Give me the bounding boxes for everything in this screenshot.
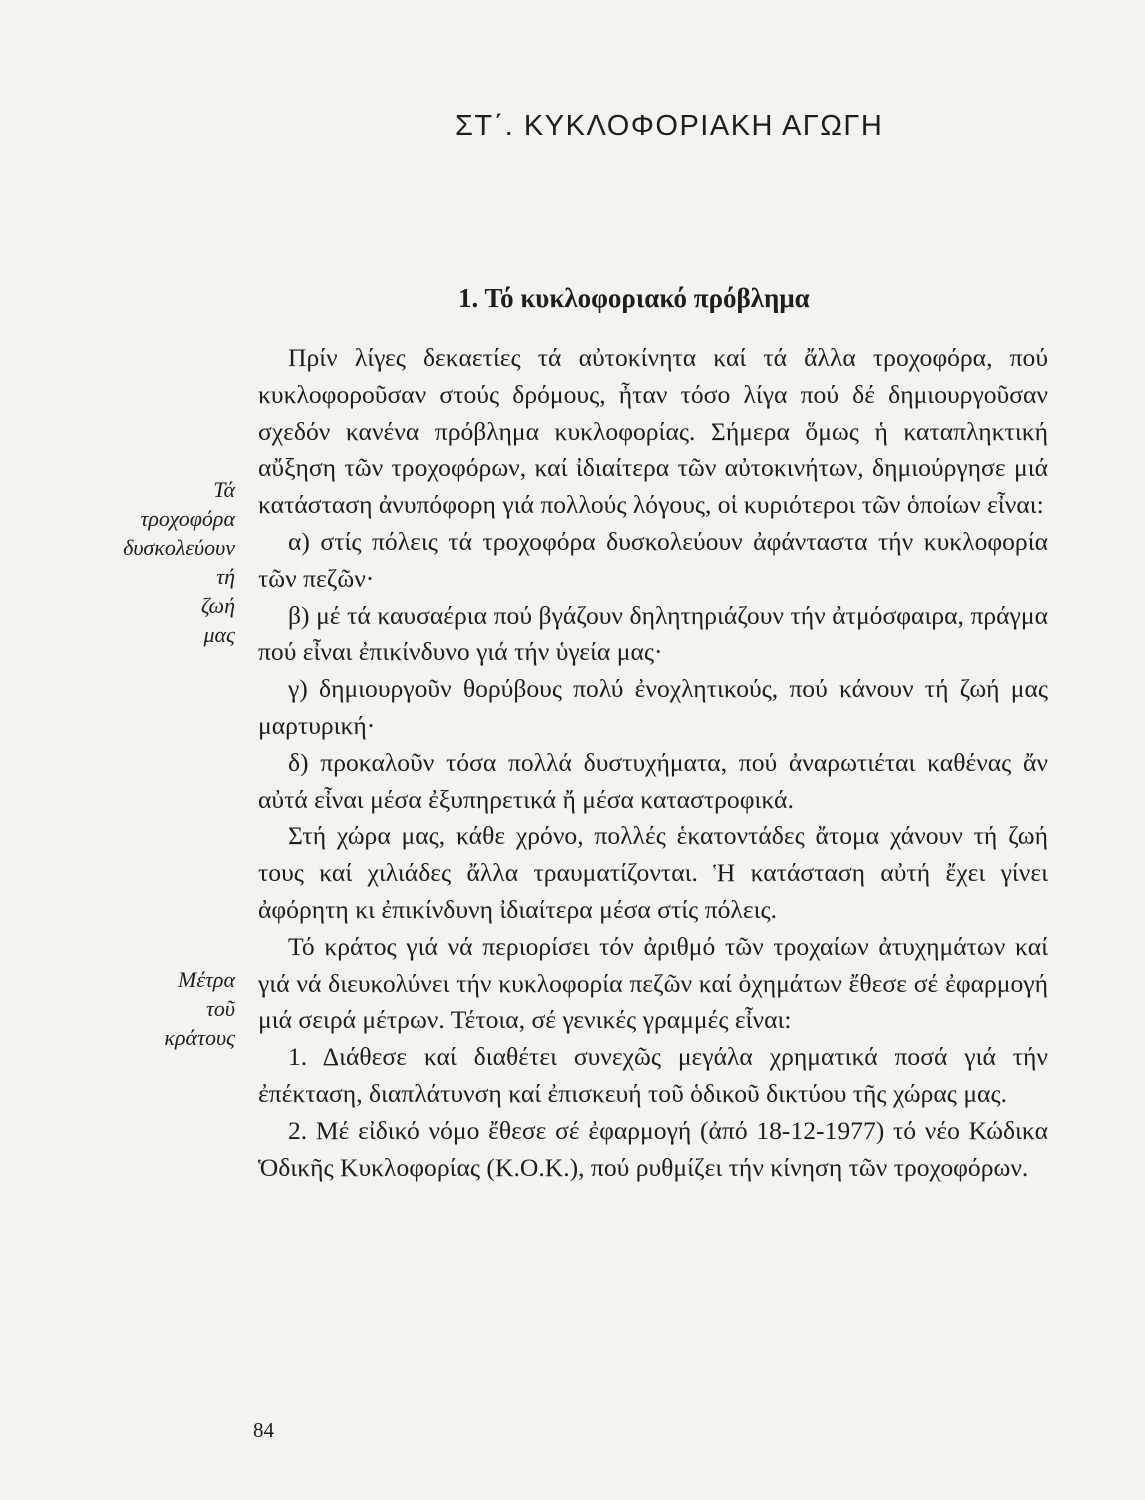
margin-note-line: τή [216,564,235,589]
chapter-title: ΣΤ΄. ΚΥΚΛΟΦΟΡΙΑΚΗ ΑΓΩΓΗ [455,110,884,142]
body-text [258,340,1048,1186]
margin-note-line: μας [203,622,235,647]
list-item-b: β) μέ τά καυσαέρια πού βγάζουν δηλητηριάζουν τήν ἀτμόσφαιρα, πράγμα πού εἶναι ἐπικίνδυνο γιά τήν ὑγεία μας· [258,600,1048,667]
margin-note-line: κράτους [164,1025,235,1050]
list-item-d: δ) προκαλοῦν τόσα πολλά δυστυχήματα, πού ἀναρωτιέται καθένας ἄν αὐτά εἶναι μέσα ἐξυπηρετικά ἤ μέσα καταστροφικά. [258,747,1048,814]
list-item-1: 1. Διάθεσε καί διαθέτει συνεχῶς μεγάλα χρηματικά ποσά γιά τήν ἐπέκταση, διαπλάτυνση καί ἐπισκευή τοῦ ὁδικοῦ δικτύου τῆς χώρας μας. [258,1042,1048,1108]
margin-note-vehicles [85,475,235,649]
margin-note-line: τοῦ [206,996,235,1021]
margin-note-state-measures [85,965,235,1052]
list-item-a: α) στίς πόλεις τά τροχοφόρα δυσκολεύουν ἀφάνταστα τήν κυκλοφορία τῶν πεζῶν· [258,526,1048,593]
list-item-2: 2. Μέ εἰδικό νόμο ἔθεσε σέ ἐφαρμογή (ἀπό 18-12-1977) τό νέο Κώδικα Ὁδικῆς Κυκλοφορίας (Κ.Ο.Κ.), πού ρυθμίζει τήν κίνηση τῶν τροχοφόρων. [258,1115,1048,1182]
page-number: 84 [253,1418,274,1442]
margin-note-line: Μέτρα [178,967,235,992]
list-item-c: γ) δημιουργοῦν θορύβους πολύ ἐνοχλητικούς, πού κάνουν τή ζωή μας μαρτυρική· [258,674,1048,740]
margin-note-line: τροχοφόρα [140,506,235,531]
margin-note-line: ζωή [200,593,235,618]
section-title: 1. Τό κυκλοφοριακό πρόβλημα [458,283,810,313]
margin-note-line: δυσκολεύουν [123,535,235,560]
margin-note-line: Τά [213,477,235,502]
paragraph-casualties: Στή χώρα μας, κάθε χρόνο, πολλές ἑκατοντάδες ἄτομα χάνουν τή ζωή τους καί χιλιάδες ἄλλα τραυματίζονται. Ἡ κατάσταση αὐτή ἔχει γίνει ἀφόρητη κι ἐπικίνδυνη ἰδιαίτερα μέσα στίς πόλεις. [258,821,1048,924]
paragraph-intro: Πρίν λίγες δεκαετίες τά αὐτοκίνητα καί τά ἄλλα τροχοφόρα, πού κυκλοφοροῦσαν στούς δρόμους, ἦταν τόσο λίγα πού δέ δημιουργοῦσαν σχεδόν κανένα πρόβλημα κυκλοφορίας. Σήμερα ὅμως ἡ καταπληκτική αὔξηση τῶν τροχοφόρων, καί ἰδιαίτερα τῶν αὐτοκινήτων, δημιούργησε μιά κατάσταση ἀνυπόφορη γιά πολλούς λόγους, οἱ κυριότεροι τῶν ὁποίων εἶναι: [258,343,1048,520]
paragraph-state-measures: Τό κράτος γιά νά περιορίσει τόν ἀριθμό τῶν τροχαίων ἀτυχημάτων καί γιά νά διευκολύνει τήν κυκλοφορία πεζῶν καί ὀχημάτων ἔθεσε σέ ἐφαρμογή μιά σειρά μέτρων. Τέτοια, σέ γενικές γραμμές εἶναι: [258,931,1048,1035]
